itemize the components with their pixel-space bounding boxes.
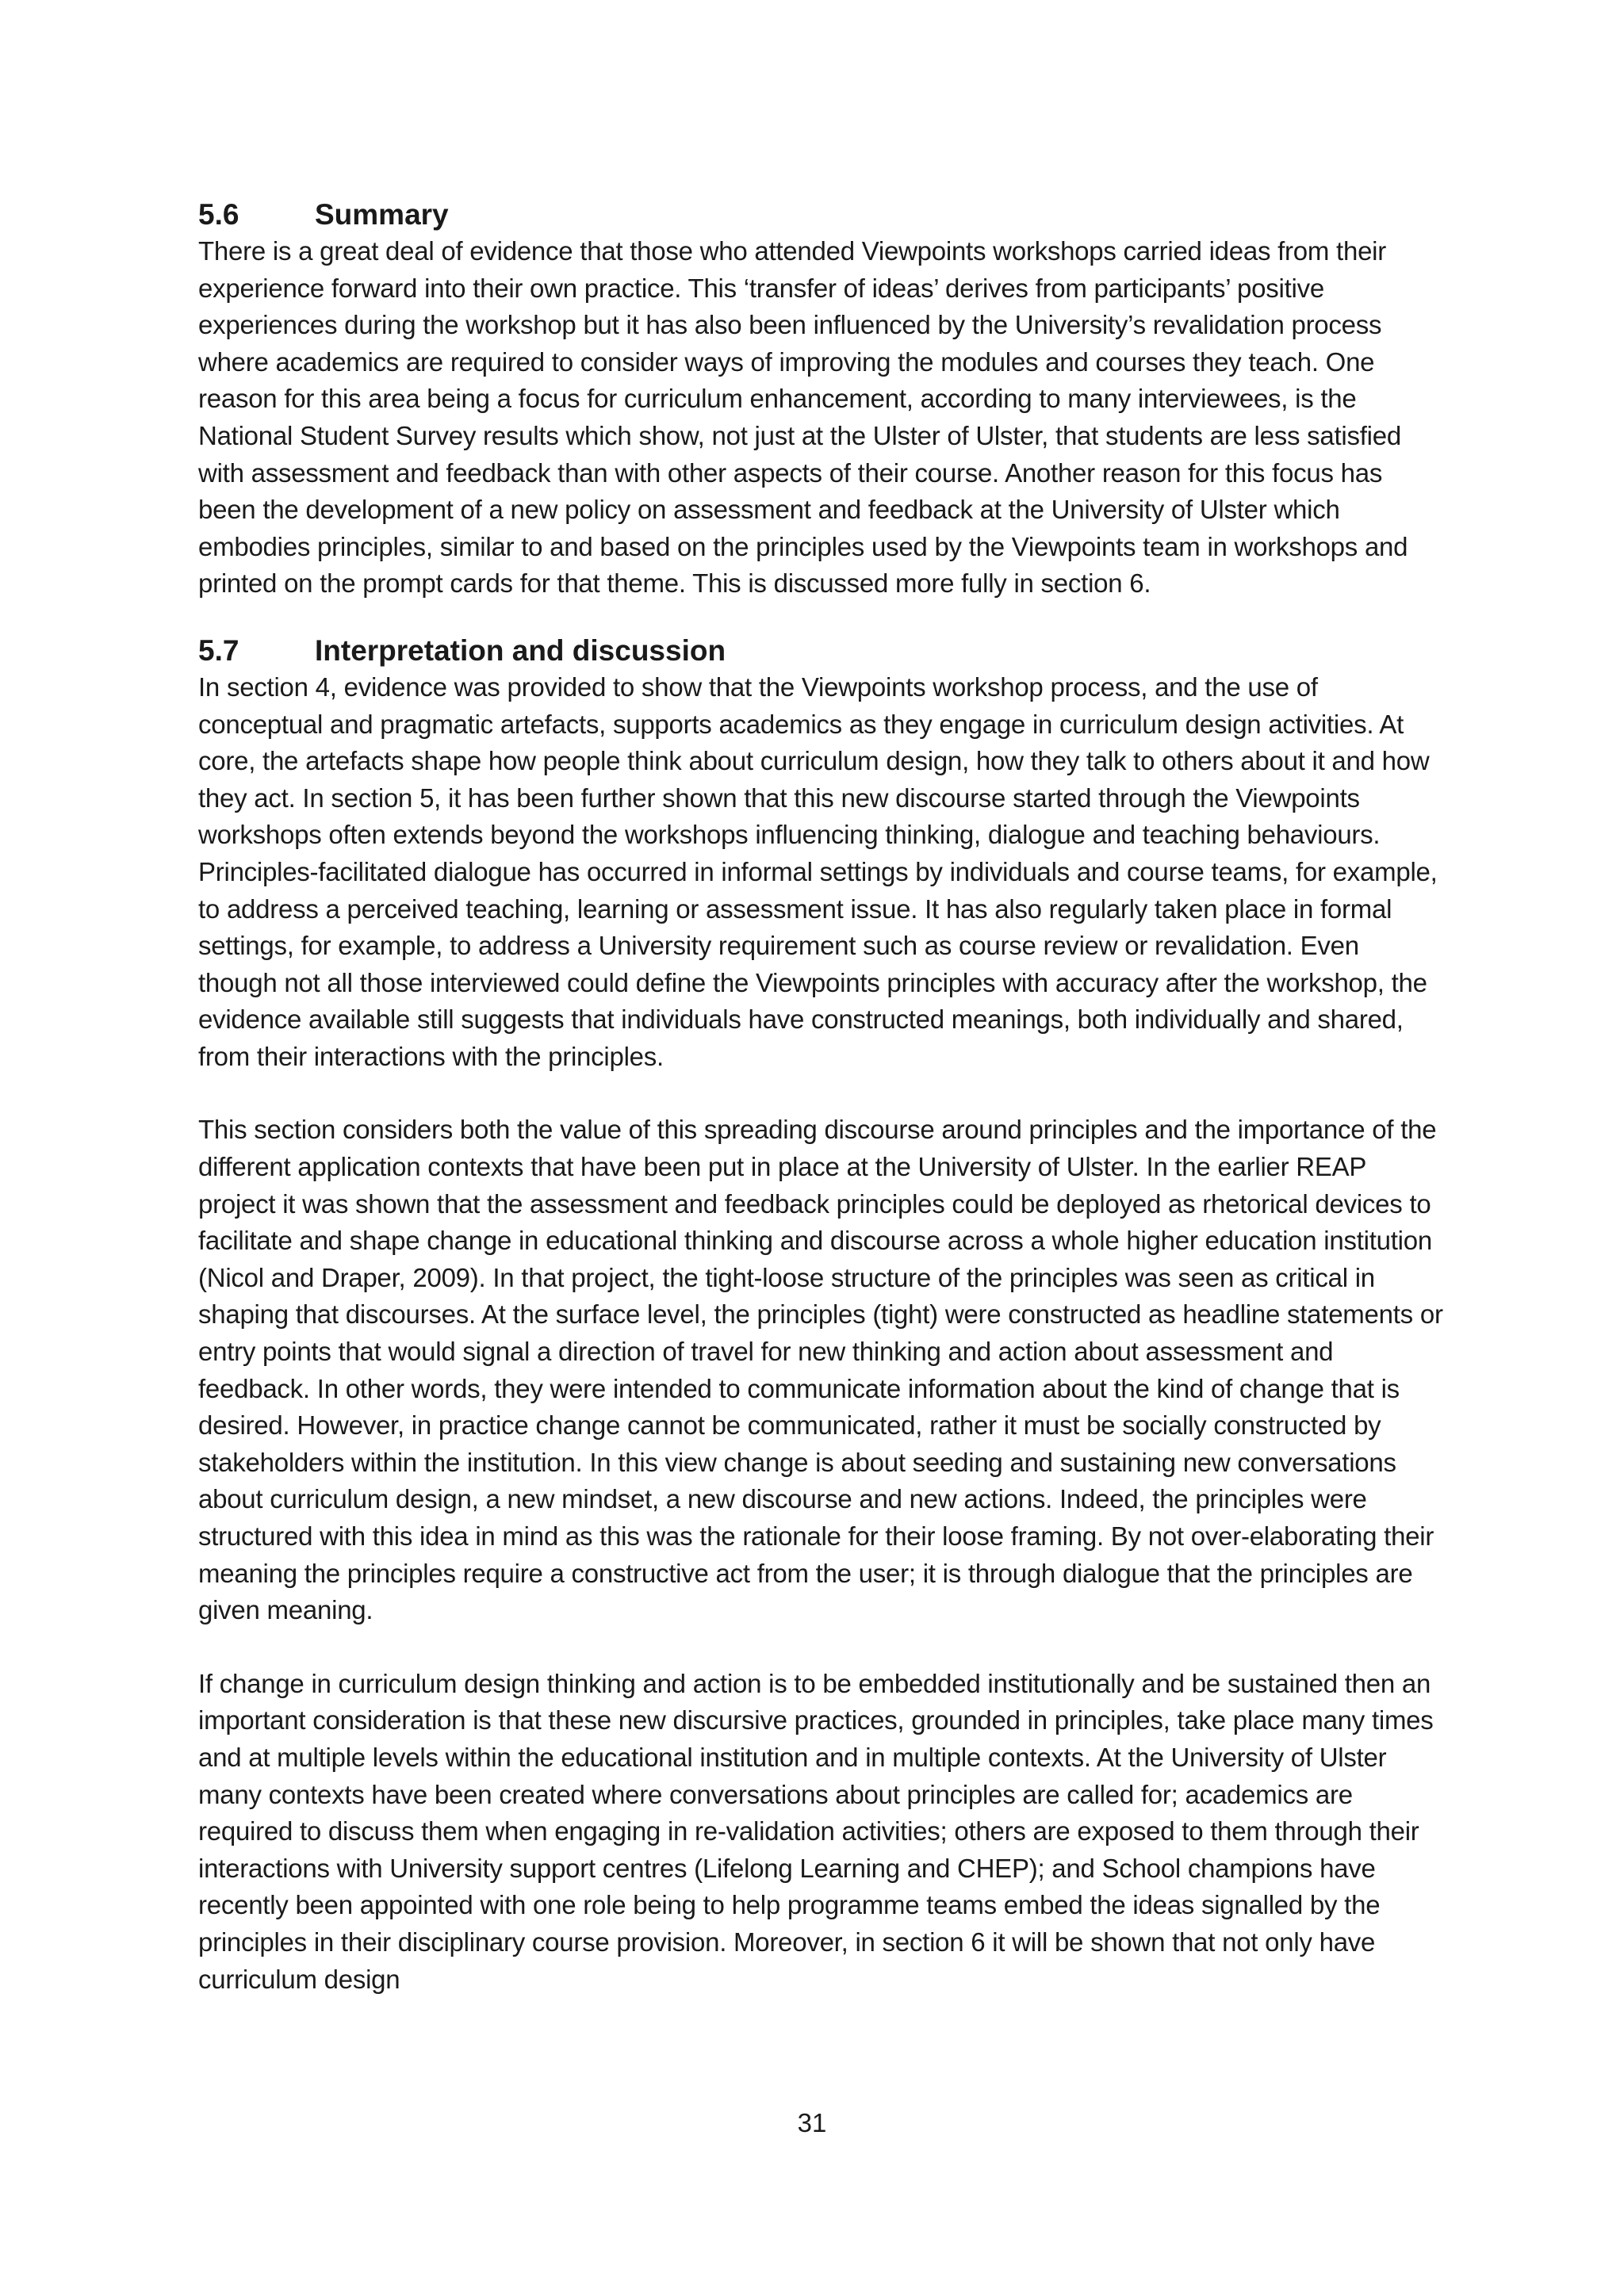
section-5-7-heading [198,633,1443,669]
page-number: 31 [797,2108,827,2137]
section-5-6-heading [198,197,1443,233]
section-5-6-paragraph: There is a great deal of evidence that those who attended Viewpoints workshops carried ideas from their experience forward into their own practice. This ‘transfer of ideas’ derives from participants’ positive experiences during the workshop but it has also been influenced by the University’s revalidation process where academics are required to consider ways of improving the modules and courses they teach. One reason for this area being a focus for curriculum enhancement, according to many interviewees, is the National Student Survey results which show, not just at the Ulster of Ulster, that students are less satisfied with assessment and feedback than with other aspects of their course. Another reason for this focus has been the development of a new policy on assessment and feedback at the University of Ulster which embodies principles, similar to and based on the principles used by the Viewpoints team in workshops and printed on the prompt cards for that theme. This is discussed more fully in section 6. [198,236,1408,599]
section-5-7-number: 5.7 [198,633,239,667]
section-5-6-number: 5.6 [198,198,239,231]
section-5-7-paragraph-2: This section considers both the value of this spreading discourse around principles and the importance of the different application contexts that have been put in place at the University of Ulster. In the earlier REAP project it was shown that the assessment and feedback principles could be deployed as rhetorical devices to facilitate and shape change in educational thinking and discourse across a whole higher education institution (Nicol and Draper, 2009). In that project, the tight-loose structure of the principles was seen as critical in shaping that discourses. At the surface level, the principles (tight) were constructed as headline statements or entry points that would signal a direction of travel for new thinking and action about assessment and feedback. In other words, they were intended to communicate information about the kind of change that is desired. However, in practice change cannot be communicated, rather it must be socially constructed by stakeholders within the institution. In this view change is about seeding and sustaining new conversations about curriculum design, a new mindset, a new discourse and new actions. Indeed, the principles were structured with this idea in mind as this was the rationale for their loose framing. By not over-elaborating their meaning the principles require a constructive act from the user; it is through dialogue that the principles are given meaning. [198,1115,1443,1625]
document-page [198,197,1443,1998]
section-5-6-title: Summary [315,198,449,231]
section-5-7-title: Interpretation and discussion [315,633,726,667]
section-5-7-paragraph-1: In section 4, evidence was provided to show that the Viewpoints workshop process, and the use of conceptual and pragmatic artefacts, supports academics as they engage in curriculum design activities. At core, the artefacts shape how people think about curriculum design, how they talk to others about it and how they act. In section 5, it has been further shown that this new discourse started through the Viewpoints workshops often extends beyond the workshops influencing thinking, dialogue and teaching behaviours. Principles-facilitated dialogue has occurred in informal settings by individuals and course teams, for example, to address a perceived teaching, learning or assessment issue. It has also regularly taken place in formal settings, for example, to address a University requirement such as course review or revalidation. Even though not all those interviewed could define the Viewpoints principles with accuracy after the workshop, the evidence available still suggests that individuals have constructed meanings, both individually and shared, from their interactions with the principles. [198,672,1438,1071]
section-5-7-paragraph-3: If change in curriculum design thinking and action is to be embedded institutionally and be sustained then an important consideration is that these new discursive practices, grounded in principles, take place many times and at multiple levels within the educational institution and in multiple contexts. At the University of Ulster many contexts have been created where conversations about principles are called for; academics are required to discuss them when engaging in re-validation activities; others are exposed to them through their interactions with University support centres (Lifelong Learning and CHEP); and School champions have recently been appointed with one role being to help programme teams embed the ideas signalled by the principles in their disciplinary course provision. Moreover, in section 6 it will be shown that not only have curriculum design [198,1668,1434,1994]
